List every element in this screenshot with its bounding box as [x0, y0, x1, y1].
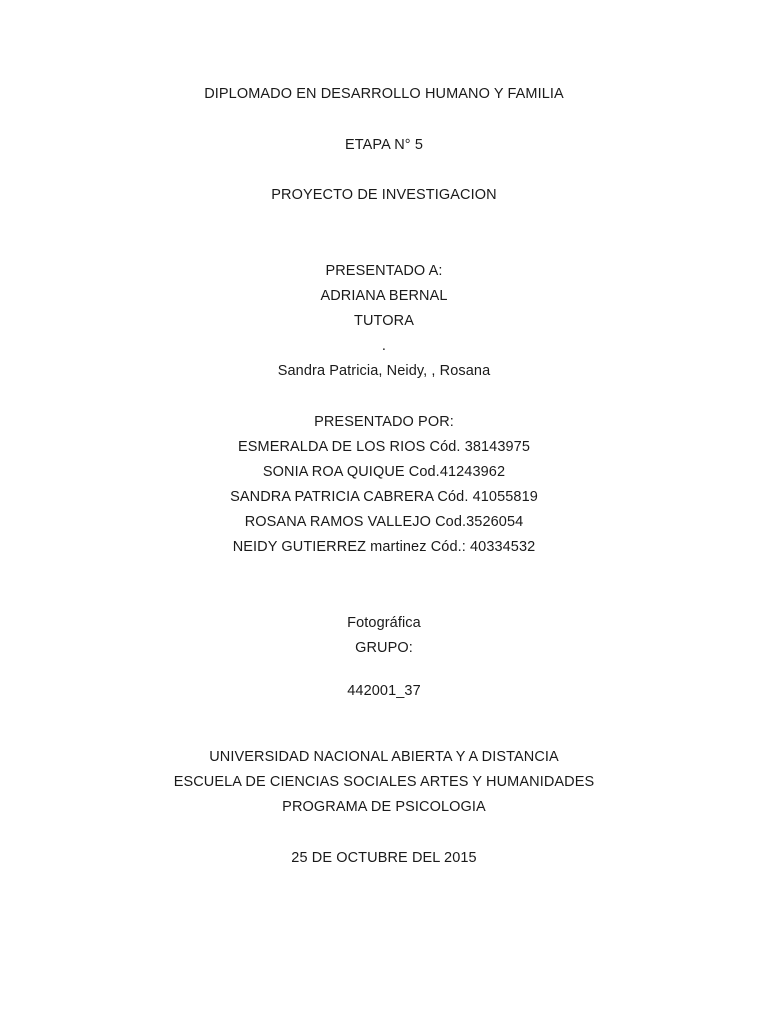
names-line: Sandra Patricia, Neidy, , Rosana	[277, 363, 491, 379]
stage-label: ETAPA N° 5	[345, 137, 423, 153]
university-name: UNIVERSIDAD NACIONAL ABIERTA Y A DISTANCIA	[209, 749, 559, 765]
document-title: DIPLOMADO EN DESARROLLO HUMANO Y FAMILIA	[204, 86, 564, 102]
document-date: 25 DE OCTUBRE DEL 2015	[291, 850, 477, 866]
project-label: PROYECTO DE INVESTIGACION	[271, 187, 497, 203]
member-line: SONIA ROA QUIQUE Cod.41243962	[262, 464, 506, 480]
group-label: GRUPO:	[355, 640, 413, 656]
school-name: ESCUELA DE CIENCIAS SOCIALES ARTES Y HUMANIDADES	[173, 774, 595, 790]
program-name: PROGRAMA DE PSICOLOGIA	[282, 799, 486, 815]
member-line: SANDRA PATRICIA CABRERA Cód. 41055819	[230, 489, 538, 505]
photo-label: Fotográfica	[347, 615, 421, 631]
separator-dot: .	[381, 338, 387, 354]
member-line: ROSANA RAMOS VALLEJO Cod.3526054	[244, 514, 524, 530]
member-line: ESMERALDA DE LOS RIOS Cód. 38143975	[237, 439, 531, 455]
tutor-name: ADRIANA BERNAL	[320, 288, 448, 304]
presented-to-label: PRESENTADO A:	[325, 263, 443, 279]
member-line: NEIDY GUTIERREZ martinez Cód.: 40334532	[232, 539, 536, 555]
tutor-role: TUTORA	[354, 313, 414, 329]
group-number: 442001_37	[347, 683, 421, 699]
presented-by-label: PRESENTADO POR:	[314, 414, 454, 430]
